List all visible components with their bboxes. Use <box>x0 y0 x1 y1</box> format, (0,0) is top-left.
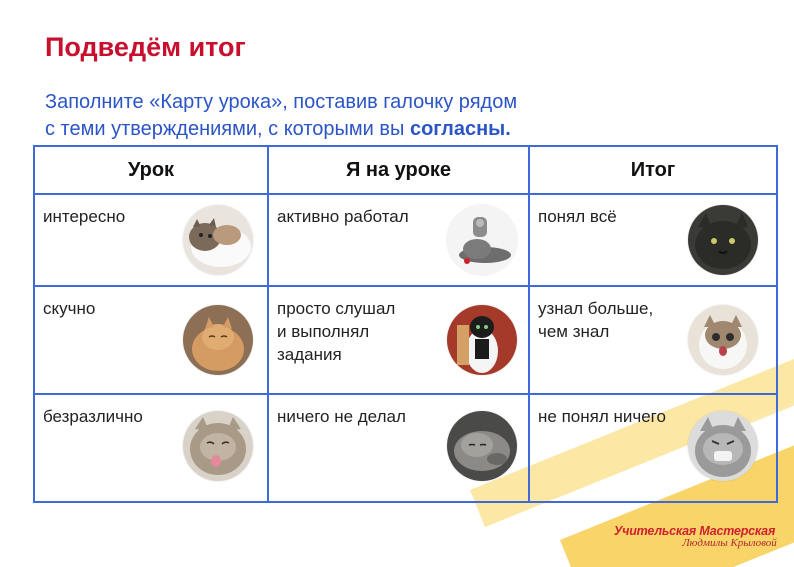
cell-label: узнал больше, чем знал <box>538 299 654 341</box>
instruction-line-2 <box>45 116 765 143</box>
table-cell[interactable] <box>34 286 268 394</box>
instruction-text <box>45 89 765 143</box>
table-cell[interactable] <box>268 394 529 502</box>
table-cell[interactable] <box>529 194 777 286</box>
instruction-line-2-text: с теми утверждениями, с которыми вы <box>45 118 410 140</box>
cell-label: не понял ничего <box>538 407 666 426</box>
table-cell[interactable] <box>34 394 268 502</box>
instruction-emphasis: согласны. <box>409 118 511 140</box>
cell-label: ничего не делал <box>277 407 406 426</box>
brand-name: Учительская Мастерская <box>613 524 776 538</box>
column-header-me-in-lesson: Я на уроке <box>268 146 529 194</box>
brand-logo <box>602 524 787 549</box>
cell-label: скучно <box>43 299 96 318</box>
table-cell[interactable] <box>268 194 529 286</box>
cell-label: безразлично <box>43 407 143 426</box>
cell-label: понял всё <box>538 207 617 226</box>
table-header-row <box>34 146 777 194</box>
table-row <box>34 286 777 394</box>
page-title: Подведём итог <box>45 32 246 62</box>
column-header-lesson: Урок <box>34 146 268 194</box>
table-cell[interactable] <box>268 286 529 394</box>
lesson-map-table <box>33 145 778 503</box>
cell-label: активно работал <box>277 207 409 226</box>
table-cell[interactable] <box>529 286 777 394</box>
table-row <box>34 394 777 502</box>
instruction-line-1: Заполните «Карту урока», поставив галочку рядом <box>45 91 518 113</box>
table-row <box>34 194 777 286</box>
brand-author: Людмилы Крыловой <box>682 537 777 549</box>
cell-label: просто слушал и выполнял задания <box>277 299 396 364</box>
column-header-result: Итог <box>529 146 777 194</box>
table-cell[interactable] <box>529 394 777 502</box>
table-cell[interactable] <box>34 194 268 286</box>
cell-label: интересно <box>43 207 126 226</box>
